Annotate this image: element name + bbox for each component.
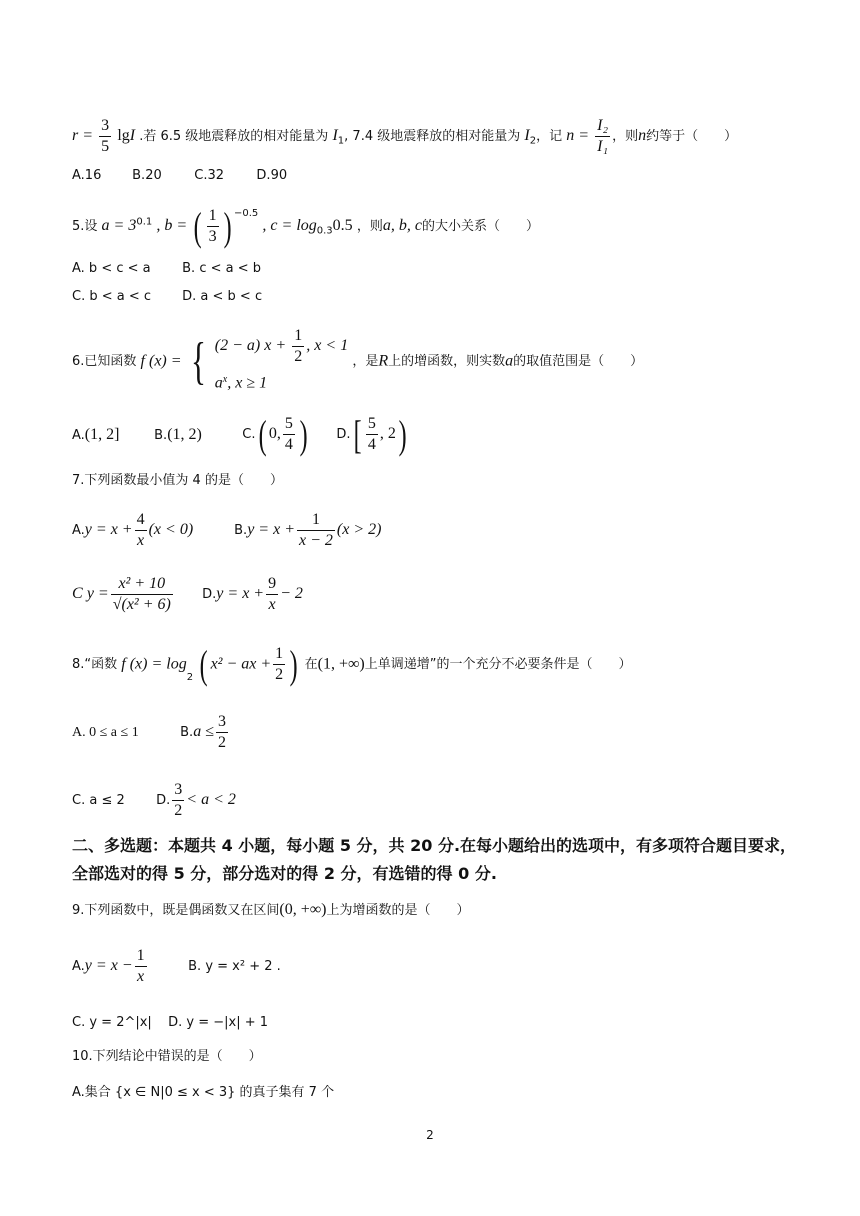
q4-option-b: B.20 bbox=[132, 168, 162, 183]
q4-i1: I bbox=[332, 127, 338, 144]
q4-lg: lg bbox=[117, 127, 130, 144]
q5-option-a: A. b < c < a bbox=[72, 261, 151, 276]
q5-c-sub: 0.3 bbox=[316, 225, 333, 237]
q5-c-val: 0.5 bbox=[332, 217, 353, 234]
q9-options-row1 bbox=[72, 946, 281, 987]
q4-n-num: I₂ bbox=[597, 117, 609, 134]
q6-stem bbox=[72, 326, 643, 397]
q6-brace: { bbox=[190, 332, 206, 390]
q6-fx: f (x) = bbox=[140, 352, 182, 370]
q6-options bbox=[72, 411, 409, 457]
q9-options-row2 bbox=[72, 1016, 268, 1029]
q7-options-row2 bbox=[72, 574, 303, 615]
q4-options bbox=[72, 169, 287, 182]
q5-c-expr: , c = log bbox=[262, 217, 317, 234]
q4-text5: 约等于（ ） bbox=[646, 129, 738, 144]
q5-b-fraction bbox=[207, 206, 219, 247]
q9-option-d: D. y = −|x| + 1 bbox=[168, 1015, 269, 1030]
q6-option-b: B.(1, 2) bbox=[154, 425, 202, 443]
q8-options-row2 bbox=[72, 780, 236, 821]
q5-b-expr: , b = bbox=[156, 217, 188, 234]
q6-case1: (2 − a) x + $\frac{1}{2}$ , x < 1 bbox=[214, 327, 349, 365]
q6-option-c: C.( 0, $\frac{5}{4}$ ) bbox=[242, 411, 308, 457]
q4-n-eq: n = bbox=[566, 127, 590, 144]
q6-end: 的取值范围是（ ） bbox=[513, 354, 644, 370]
q4-formula-lhs: r = bbox=[72, 127, 94, 144]
q9-stem: 9.下列函数中，既是偶函数又在区间(0, +∞)上为增函数的是（ ） bbox=[72, 901, 470, 918]
q4-stem bbox=[72, 116, 737, 157]
q5-a-exp: 0.1 bbox=[136, 216, 153, 228]
q6-cases bbox=[215, 326, 348, 397]
q5-a-expr: a = 3 bbox=[101, 217, 137, 234]
q6-option-a: A.(1, 2] bbox=[72, 425, 120, 443]
q5-vars: a, b, c bbox=[382, 217, 422, 234]
q8-option-a: A. 0 ≤ a ≤ 1 bbox=[72, 724, 139, 740]
q6-a: a bbox=[505, 352, 514, 370]
q8-option-c: C. a ≤ 2 bbox=[72, 793, 125, 808]
q10-option-a: A.集合 {x ∈ N|0 ≤ x < 3} 的真子集有 7 个 bbox=[72, 1085, 335, 1100]
q6-R: R bbox=[378, 352, 389, 370]
q4-fraction bbox=[99, 116, 111, 157]
q6-option-d: D.[ $\frac{5}{4}$ , 2) bbox=[336, 411, 407, 457]
q4-text2: , 7.4 级地震释放的相对能量为 bbox=[344, 129, 521, 144]
q5-b-exp: −0.5 bbox=[233, 208, 259, 219]
q4-i2: I bbox=[524, 127, 530, 144]
q4-n-fraction bbox=[595, 116, 610, 157]
q5-option-d: D. a < b < c bbox=[182, 289, 263, 304]
page-number: 2 bbox=[426, 1128, 434, 1142]
q7-stem: 7.下列函数最小值为 4 的是（ ） bbox=[72, 473, 283, 488]
q6-mid: ，是 bbox=[352, 354, 379, 370]
q4-i1-sub: 1 bbox=[337, 135, 345, 147]
q9-option-b: B. y = x² + 2 . bbox=[188, 959, 281, 974]
q6-case2: $a^x$, x ≥ 1 bbox=[214, 374, 268, 392]
q10-stem: 10.下列结论中错误的是（ ） bbox=[72, 1049, 262, 1064]
q8-stem: 8.“函数 f $(x) = \log_2$ ( x² − ax + $\frac{1}{2}$ ) 在(1, +∞)上单调递增”的一个充分不必要条件是（ ） bbox=[72, 641, 632, 687]
q8-options-row1 bbox=[72, 712, 230, 753]
q5-stem: 5.设 $a = 3^{0.1}$ , b = ( $\frac{1}{3}$ ) $^{-0.5}$ , $c = \log_{0.3}0.5$ ，则a, b, c的大小关系（ ） bbox=[72, 203, 539, 249]
q8-fx: f (x) = log bbox=[121, 655, 187, 673]
q4-var-i: I bbox=[129, 127, 136, 144]
q4-frac-den: 5 bbox=[101, 138, 110, 155]
q8-interval: (1, +∞) bbox=[317, 655, 365, 673]
q5-options-row2 bbox=[72, 290, 262, 303]
q9-option-a: A.y = x − $\frac{1}{x}$ bbox=[72, 947, 145, 985]
q8-option-b: B.a ≤ $\frac{3}{2}$ bbox=[180, 713, 226, 751]
q5-options-row1 bbox=[72, 262, 261, 275]
q4-option-c: C.32 bbox=[194, 168, 225, 183]
q4-text4: ，则 bbox=[612, 129, 639, 144]
q4-n: n bbox=[638, 127, 647, 144]
q4-frac-num: 3 bbox=[101, 117, 110, 134]
q4-text1: .若 6.5 级地震释放的相对能量为 bbox=[139, 129, 329, 144]
q9-interval: (0, +∞) bbox=[279, 901, 327, 918]
q8-option-d: D. $\frac{3}{2}$ < a < 2 bbox=[156, 781, 236, 819]
q5-suffix: ，则 bbox=[356, 219, 383, 234]
q7-option-d: D.y = x + $\frac{9}{x}$ − 2 bbox=[202, 575, 303, 613]
q5-option-c: C. b < a < c bbox=[72, 289, 152, 304]
q4-text3: ，记 bbox=[536, 129, 563, 144]
q5-b-den: 3 bbox=[208, 228, 217, 245]
q4-i2-sub: 2 bbox=[529, 135, 537, 147]
q7-options-row1 bbox=[72, 510, 381, 551]
q7-option-a: A.y = x + $\frac{4}{x}$ (x < 0) bbox=[72, 511, 194, 549]
q6-mid2: 上的增函数，则实数 bbox=[388, 354, 506, 370]
q4-option-d: D.90 bbox=[256, 168, 288, 183]
q9-option-c: C. y = 2^|x| bbox=[72, 1015, 152, 1030]
q7-option-c: C y = $\frac{\text{x² + 10}}{\text{√(x² + 6)}}$ bbox=[72, 575, 171, 613]
q6-prefix: 6.已知函数 bbox=[72, 354, 137, 370]
q5-end: 的大小关系（ ） bbox=[421, 219, 539, 234]
q4-option-a: A.16 bbox=[72, 168, 102, 183]
q5-option-b: B. c < a < b bbox=[182, 261, 262, 276]
q5-prefix: 5.设 bbox=[72, 219, 98, 234]
q5-b-num: 1 bbox=[208, 207, 217, 224]
section2-heading: 二、多选题：本题共 4 小题，每小题 5 分，共 20 分.在每小题给出的选项中，有多项符合题目要求，全部选对的得 5 分，部分选对的得 2 分，有选错的得 0 分. bbox=[72, 836, 797, 883]
q7-option-b: B.y = x + $\frac{1}{x - 2}$ (x > 2) bbox=[234, 511, 382, 549]
q4-n-den: I₁ bbox=[597, 138, 609, 155]
